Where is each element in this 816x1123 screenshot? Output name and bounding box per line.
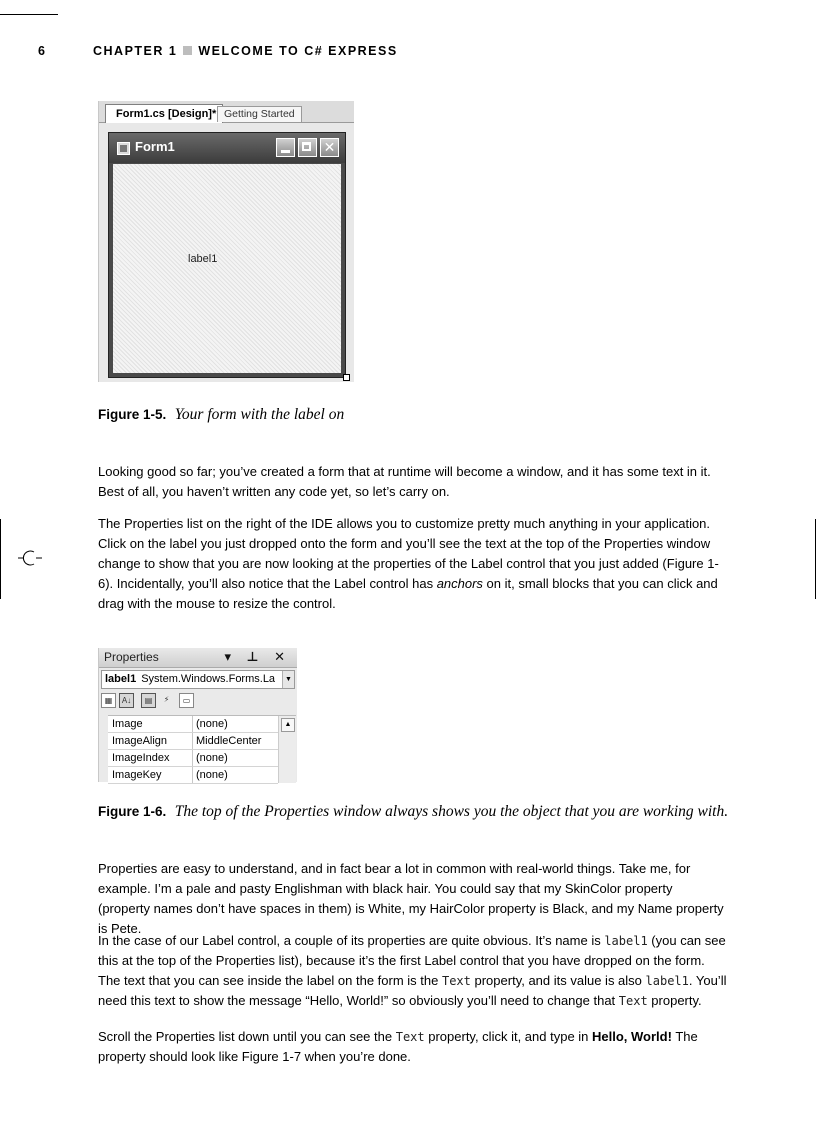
- figure-properties-window: [98, 648, 297, 782]
- minimize-icon[interactable]: [276, 138, 295, 157]
- scroll-up-icon[interactable]: ▲: [281, 718, 295, 732]
- grid-divider: [192, 716, 193, 732]
- alphabetical-icon[interactable]: A↓: [119, 693, 134, 708]
- paragraph-4: [98, 931, 728, 1011]
- property-name: Image: [112, 718, 143, 730]
- form-icon: [117, 142, 130, 155]
- caption-text: Your form with the label on: [174, 406, 345, 423]
- page-number: 6: [38, 44, 47, 58]
- header-separator: [183, 46, 192, 55]
- property-name: ImageAlign: [112, 735, 168, 747]
- code-text: Text: [618, 994, 648, 1008]
- text-run: Scroll the Properties list down until you can see the: [98, 1029, 396, 1044]
- document-tabstrip: [99, 101, 354, 123]
- code-text: Text: [441, 974, 471, 988]
- properties-view-icon[interactable]: ▤: [141, 693, 156, 708]
- form-client-area[interactable]: [113, 164, 341, 373]
- pin-close-icons[interactable]: ▾ ⊥ ✕: [224, 649, 291, 664]
- object-type: System.Windows.Forms.La: [141, 673, 276, 685]
- grid-divider: [192, 733, 193, 749]
- label1-control[interactable]: label1: [188, 253, 218, 265]
- text-run: property, click it, and type in: [424, 1029, 593, 1044]
- property-row[interactable]: [108, 767, 278, 784]
- property-name: ImageIndex: [112, 752, 170, 764]
- close-icon[interactable]: ✕: [320, 138, 339, 157]
- caption-label: Figure 1-6.: [98, 804, 167, 819]
- tab-form1-design[interactable]: Form1.cs [Design]*: [105, 104, 223, 123]
- paragraph-3: Properties are easy to understand, and in fact bear a lot in common with real-world things. Take me, for example. I’m a pale and pasty Englishman with black hair. You could say that my SkinColor property (property names don’t have spaces in them) is White, my HairColor property is Black, and my Name property is Pete.: [98, 861, 724, 936]
- chapter-label: CHAPTER 1: [93, 44, 178, 58]
- text-run: on it, small blocks that you can click and drag with the mouse to resize the control.: [98, 576, 718, 611]
- code-label1: label1: [645, 974, 689, 988]
- property-pages-icon[interactable]: ▭: [179, 693, 194, 708]
- paragraph-1: Looking good so far; you’ve created a form that at runtime will become a window, and it has some text in it. Best of all, you haven’t written any code yet, so let’s carry on.: [98, 464, 711, 499]
- text-run: property, and its value is also: [470, 973, 646, 988]
- events-icon[interactable]: ⚡: [163, 695, 170, 704]
- code-text: Text: [395, 1030, 425, 1044]
- categorized-icon[interactable]: ▦: [101, 693, 116, 708]
- paragraph-5: [98, 1027, 728, 1067]
- strong-hello-world: Hello, World!: [592, 1029, 672, 1044]
- grid-divider: [192, 767, 193, 783]
- property-name: ImageKey: [112, 769, 162, 781]
- property-grid: [108, 715, 296, 783]
- figure-1-5-caption: [98, 406, 344, 424]
- properties-header: [99, 648, 297, 668]
- properties-toolbar: [101, 691, 293, 711]
- property-value: (none): [196, 769, 228, 781]
- margin-rule-left: [0, 519, 1, 599]
- properties-title: Properties: [104, 650, 159, 664]
- paragraph-2: [98, 514, 728, 614]
- chevron-down-icon[interactable]: ▼: [282, 671, 294, 688]
- object-name: label1: [105, 673, 137, 685]
- text-run: The property should look like Figure 1-7 when you’re done.: [98, 1029, 698, 1064]
- property-row[interactable]: [108, 750, 278, 767]
- maximize-icon[interactable]: [298, 138, 317, 157]
- form-titlebar: [109, 133, 345, 163]
- form-title: Form1: [135, 139, 175, 154]
- emphasis-anchors: anchors: [436, 576, 483, 591]
- form1-window[interactable]: [108, 132, 346, 378]
- property-row[interactable]: [108, 716, 278, 733]
- tab-getting-started[interactable]: Getting Started: [217, 106, 302, 122]
- text-run: property.: [647, 993, 702, 1008]
- text-run: The Properties list on the right of the IDE allows you to customize pretty much anything in your application. Click on the label you just dropped onto the form and you’ll see the text at the top of the Properties window change to show that you are now looking at the properties of the Label control that you just added (Figure 1-6). Incidentally, you’ll also notice that the Label control has: [98, 516, 719, 591]
- property-value: MiddleCenter: [196, 735, 262, 747]
- code-label1: label1: [604, 934, 648, 948]
- object-selector[interactable]: [101, 670, 295, 689]
- property-value: (none): [196, 752, 228, 764]
- chapter-title: WELCOME TO C# EXPRESS: [198, 44, 398, 58]
- property-row[interactable]: [108, 733, 278, 750]
- text-run: . You’ll need this text to show the message “Hello, World!” so obviously you’ll need to change that: [98, 973, 727, 1008]
- property-grid-scrollbar[interactable]: [278, 716, 296, 783]
- text-run: (you can see this at the top of the Properties list), because it’s the first Label control that you have dropped on the form. The text that you can see inside the label on the form is the: [98, 933, 726, 988]
- property-value: (none): [196, 718, 228, 730]
- registration-mark-icon: [18, 546, 42, 570]
- caption-text: The top of the Properties window always shows you the object that you are working with.: [174, 803, 729, 820]
- top-rule: [0, 14, 58, 15]
- figure-1-6-caption: [98, 803, 728, 821]
- resize-anchor-handle[interactable]: [343, 374, 350, 381]
- text-run: In the case of our Label control, a couple of its properties are quite obvious. It’s name is: [98, 933, 605, 948]
- caption-label: Figure 1-5.: [98, 407, 167, 422]
- figure-form-designer: [98, 101, 354, 382]
- running-header: [38, 44, 398, 58]
- grid-divider: [192, 750, 193, 766]
